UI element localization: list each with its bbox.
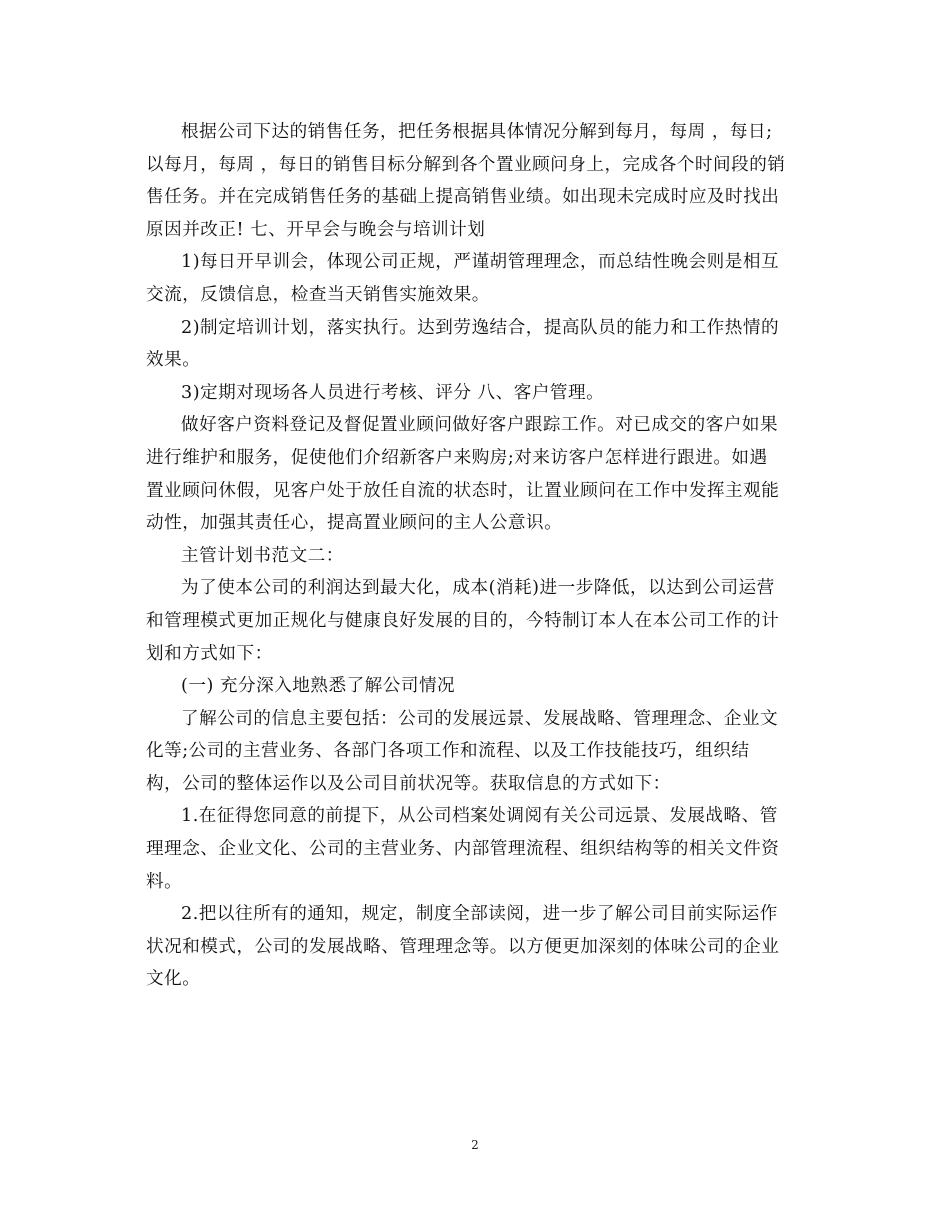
text-line: 原因并改正! 七、开早会与晚会与培训计划 [146, 219, 486, 240]
text-line: 售任务。并在完成销售任务的基础上提高销售业绩。如出现未完成时应及时找出 [146, 187, 780, 208]
document-body [146, 116, 810, 996]
text-line: 状况和模式，公司的发展战略、管理理念等。以方便更加深刻的体味公司的企业 [146, 936, 780, 957]
paragraph [146, 377, 810, 410]
text-line: 化等;公司的主营业务、各部门各项工作和流程、以及工作技能技巧，组织结 [146, 741, 750, 762]
text-line: 料。 [146, 871, 183, 892]
text-line: 文化。 [146, 969, 201, 990]
text-line: 2.把以往所有的通知，规定，制度全部读阅，进一步了解公司目前实际运作 [181, 904, 778, 925]
text-line: 效果。 [146, 350, 201, 371]
text-line: 构，公司的整体运作以及公司目前状况等。获取信息的方式如下： [146, 773, 671, 794]
paragraph [146, 116, 810, 246]
paragraph [146, 409, 810, 539]
text-line: 以每月，每周 ，每日的销售目标分解到各个置业顾问身上，完成各个时间段的销 [146, 154, 786, 175]
text-line: 交流，反馈信息，检查当天销售实施效果。 [146, 284, 490, 305]
text-line: 做好客户资料登记及督促置业顾问做好客户跟踪工作。对已成交的客户如果 [181, 415, 779, 436]
text-line: 根据公司下达的销售任务，把任务根据具体情况分解到每月，每周 ，每日; [181, 122, 773, 142]
text-line: 置业顾问休假，见客户处于放任自流的状态时，让置业顾问在工作中发挥主观能 [146, 480, 780, 501]
text-line: 了解公司的信息主要包括：公司的发展远景、发展战略、管理理念、企业文 [181, 708, 779, 729]
text-line: 1)每日开早训会，体现公司正规，严谨胡管理理念，而总结性晚会则是相互 [181, 252, 780, 273]
text-line: 3)定期对现场各人员进行考核、评分 八、客户管理。 [181, 382, 605, 403]
text-line: 为了使本公司的利润达到最大化，成本(消耗)进一步降低，以达到公司运营 [181, 578, 775, 599]
text-line: 主管计划书范文二： [181, 545, 344, 566]
text-line: 划和方式如下： [146, 643, 273, 664]
paragraph [146, 572, 810, 670]
text-line: 动性，加强其责任心，提高置业顾问的主人公意识。 [146, 513, 563, 534]
paragraph [146, 246, 810, 311]
text-line: 理理念、企业文化、公司的主营业务、内部管理流程、组织结构等的相关文件资 [146, 839, 780, 860]
paragraph [146, 670, 810, 703]
paragraph [146, 898, 810, 996]
text-line: 和管理模式更加正规化与健康良好发展的目的，今特制订本人在本公司工作的计 [146, 610, 780, 631]
paragraph [146, 703, 810, 801]
page-number: 2 [471, 1138, 479, 1152]
paragraph [146, 540, 810, 573]
text-line: (一) 充分深入地熟悉了解公司情况 [181, 676, 456, 697]
text-line: 1.在征得您同意的前提下，从公司档案处调阅有关公司远景、发展战略、管 [181, 806, 778, 827]
paragraph [146, 312, 810, 377]
text-line: 进行维护和服务，促使他们介绍新客户来购房;对来访客户怎样进行跟进。如遇 [146, 447, 768, 468]
paragraph [146, 800, 810, 898]
text-line: 2)制定培训计划，落实执行。达到劳逸结合，提高队员的能力和工作热情的 [181, 317, 780, 338]
